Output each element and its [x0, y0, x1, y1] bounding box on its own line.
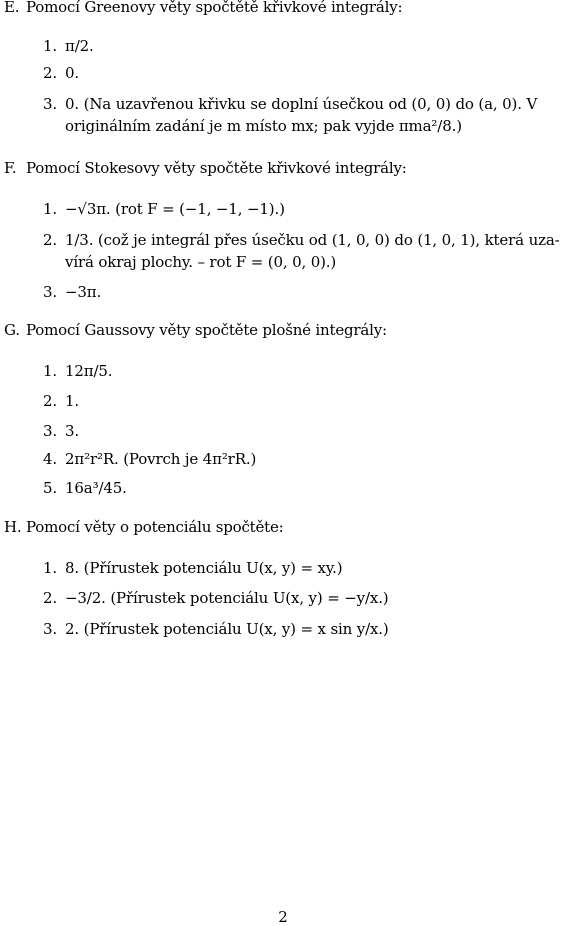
- item-number: 3.: [43, 422, 58, 440]
- item-text: 3.: [65, 422, 80, 440]
- section-heading-f: [4, 159, 407, 177]
- section-letter: E.: [4, 0, 20, 16]
- list-item: [43, 559, 342, 577]
- item-number: 1.: [43, 200, 58, 218]
- item-text: 12π/5.: [65, 362, 113, 380]
- list-item: [43, 200, 285, 218]
- section-title: Pomocí Greenovy věty spočtětě křivkové integrály:: [26, 0, 403, 16]
- list-item: [43, 362, 112, 380]
- item-text: π/2.: [65, 37, 94, 55]
- item-number: 2.: [43, 392, 58, 410]
- section-heading-g: [4, 321, 387, 339]
- item-number: 1.: [43, 559, 58, 577]
- item-text: 2. (Přírustek potenciálu U(x, y) = x sin y/x.): [65, 620, 389, 638]
- item-text: 0. (Na uzavřenou křivku se doplní úsečkou od (0, 0) do (a, 0). V: [65, 95, 538, 113]
- list-item: [43, 392, 79, 410]
- item-text: −3π.: [65, 283, 102, 301]
- list-item: [43, 37, 94, 55]
- item-number: 3.: [43, 620, 58, 638]
- item-continuation: vírá okraj plochy. – rot F = (0, 0, 0).): [65, 253, 337, 271]
- item-text: 0.: [65, 64, 80, 82]
- item-text: 1/3. (což je integrál přes úsečku od (1, 0, 0) do (1, 0, 1), která uza-: [65, 231, 560, 249]
- item-number: 2.: [43, 589, 58, 607]
- item-number: 1.: [43, 362, 58, 380]
- item-text: 2π²r²R. (Povrch je 4π²rR.): [65, 450, 257, 468]
- list-item: [43, 450, 256, 468]
- list-item: [43, 589, 389, 607]
- page-number: 2: [278, 908, 288, 926]
- item-number: 1.: [43, 37, 58, 55]
- section-heading-h: [4, 518, 284, 536]
- item-number: 3.: [43, 283, 58, 301]
- item-text: −3/2. (Přírustek potenciálu U(x, y) = −y/x.): [65, 589, 389, 607]
- item-number: 4.: [43, 450, 58, 468]
- section-title: Pomocí věty o potenciálu spočtěte:: [26, 518, 284, 536]
- list-item: [43, 231, 560, 249]
- item-number: 3.: [43, 95, 58, 113]
- list-item: [43, 620, 389, 638]
- section-heading-e: [4, 0, 402, 16]
- item-text: −√3π. (rot F = (−1, −1, −1).): [65, 200, 285, 218]
- item-text: 8. (Přírustek potenciálu U(x, y) = xy.): [65, 559, 343, 577]
- item-number: 2.: [43, 231, 58, 249]
- section-title: Pomocí Gaussovy věty spočtěte plošné integrály:: [26, 321, 387, 339]
- list-item: [43, 479, 127, 497]
- item-continuation: originálním zadání je m místo mx; pak vyjde πma²/8.): [65, 117, 462, 135]
- section-letter: G.: [4, 321, 20, 339]
- list-item: [43, 422, 79, 440]
- section-letter: F.: [4, 159, 17, 177]
- list-item: [43, 283, 101, 301]
- list-item: [43, 95, 537, 113]
- item-text: 16a³/45.: [65, 479, 127, 497]
- section-letter: H.: [4, 518, 22, 536]
- list-item: [43, 64, 79, 82]
- item-number: 2.: [43, 64, 58, 82]
- section-title: Pomocí Stokesovy věty spočtěte křivkové integrály:: [26, 159, 407, 177]
- item-text: 1.: [65, 392, 80, 410]
- item-number: 5.: [43, 479, 58, 497]
